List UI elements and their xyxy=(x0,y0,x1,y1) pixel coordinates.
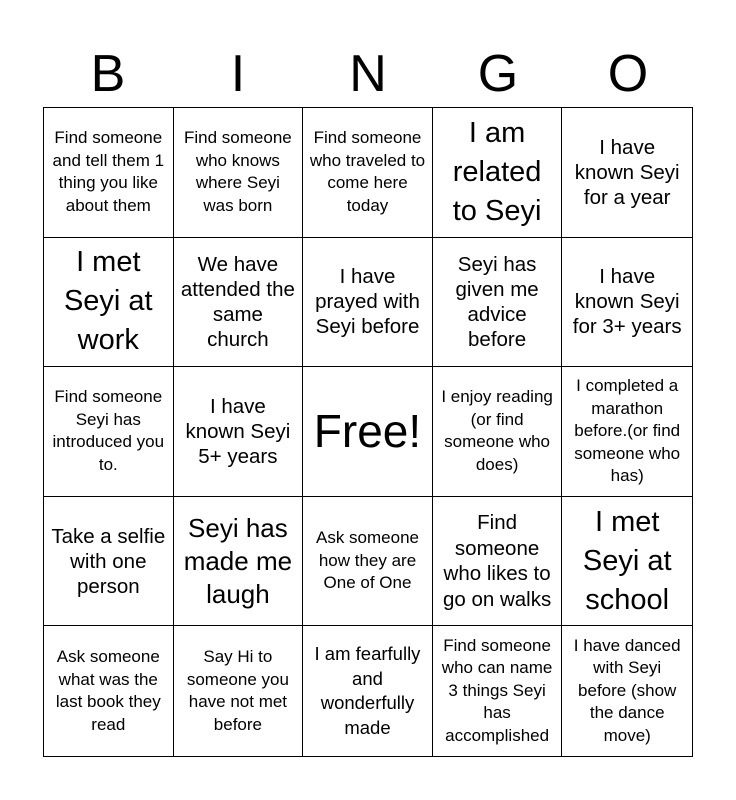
bingo-cell-r2c5[interactable]: I have known Seyi for 3+ years xyxy=(562,238,692,368)
bingo-free-space[interactable]: Free! xyxy=(303,367,433,497)
bingo-cell-r5c2[interactable]: Say Hi to someone you have not met before xyxy=(174,626,304,756)
bingo-cell-r5c5[interactable]: I have danced with Seyi before (show the dance move) xyxy=(573,635,681,745)
bingo-cell-r2c3[interactable]: I have prayed with Seyi before xyxy=(303,238,433,368)
bingo-cell-r1c1[interactable]: Find someone and tell them 1 thing you like about them xyxy=(44,108,174,238)
header-letter-g: G xyxy=(477,45,519,103)
header-letter-i: I xyxy=(230,45,246,103)
bingo-cell-r5c4[interactable]: Find someone who can name 3 things Seyi has accomplished xyxy=(433,626,563,756)
bingo-cell-r2c1[interactable]: I met Seyi at work xyxy=(44,238,174,368)
bingo-cell-r4c1[interactable]: Take a selfie with one person xyxy=(44,497,174,627)
bingo-cell-r2c4[interactable]: Seyi has given me advice before xyxy=(433,238,563,368)
bingo-cell-r4c3[interactable]: Ask someone how they are One of One xyxy=(303,497,433,627)
bingo-cell-r1c2[interactable]: Find someone who knows where Seyi was born xyxy=(174,108,304,238)
bingo-header xyxy=(43,40,693,108)
bingo-cell-r1c3[interactable]: Find someone who traveled to come here today xyxy=(303,108,433,238)
bingo-cell-r1c5[interactable]: I have known Seyi for a year xyxy=(562,108,692,238)
bingo-cell-r3c2[interactable]: I have known Seyi 5+ years xyxy=(174,367,304,497)
bingo-cell-r3c1[interactable]: Find someone Seyi has introduced you to. xyxy=(44,367,174,497)
bingo-cell-r1c4[interactable]: I am related to Seyi xyxy=(433,108,563,238)
bingo-cell-r3c4[interactable]: I enjoy reading (or find someone who does) xyxy=(433,367,563,497)
bingo-cell-r4c5[interactable]: I met Seyi at school xyxy=(562,497,692,627)
bingo-cell-r2c2[interactable]: We have attended the same church xyxy=(174,238,304,368)
bingo-cell-r3c5[interactable]: I completed a marathon before.(or find someone who has) xyxy=(562,367,692,497)
bingo-board xyxy=(43,107,693,757)
header-letter-o: O xyxy=(607,45,649,103)
bingo-cell-r4c4[interactable]: Find someone who likes to go on walks xyxy=(433,497,563,627)
bingo-cell-r4c2[interactable]: Seyi has made me laugh xyxy=(174,497,304,627)
header-letter-b: B xyxy=(90,45,126,103)
bingo-cell-r5c3[interactable]: I am fearfully and wonderfully made xyxy=(303,626,433,756)
header-letter-n: N xyxy=(349,45,387,103)
bingo-cell-r5c1[interactable]: Ask someone what was the last book they read xyxy=(44,626,174,756)
